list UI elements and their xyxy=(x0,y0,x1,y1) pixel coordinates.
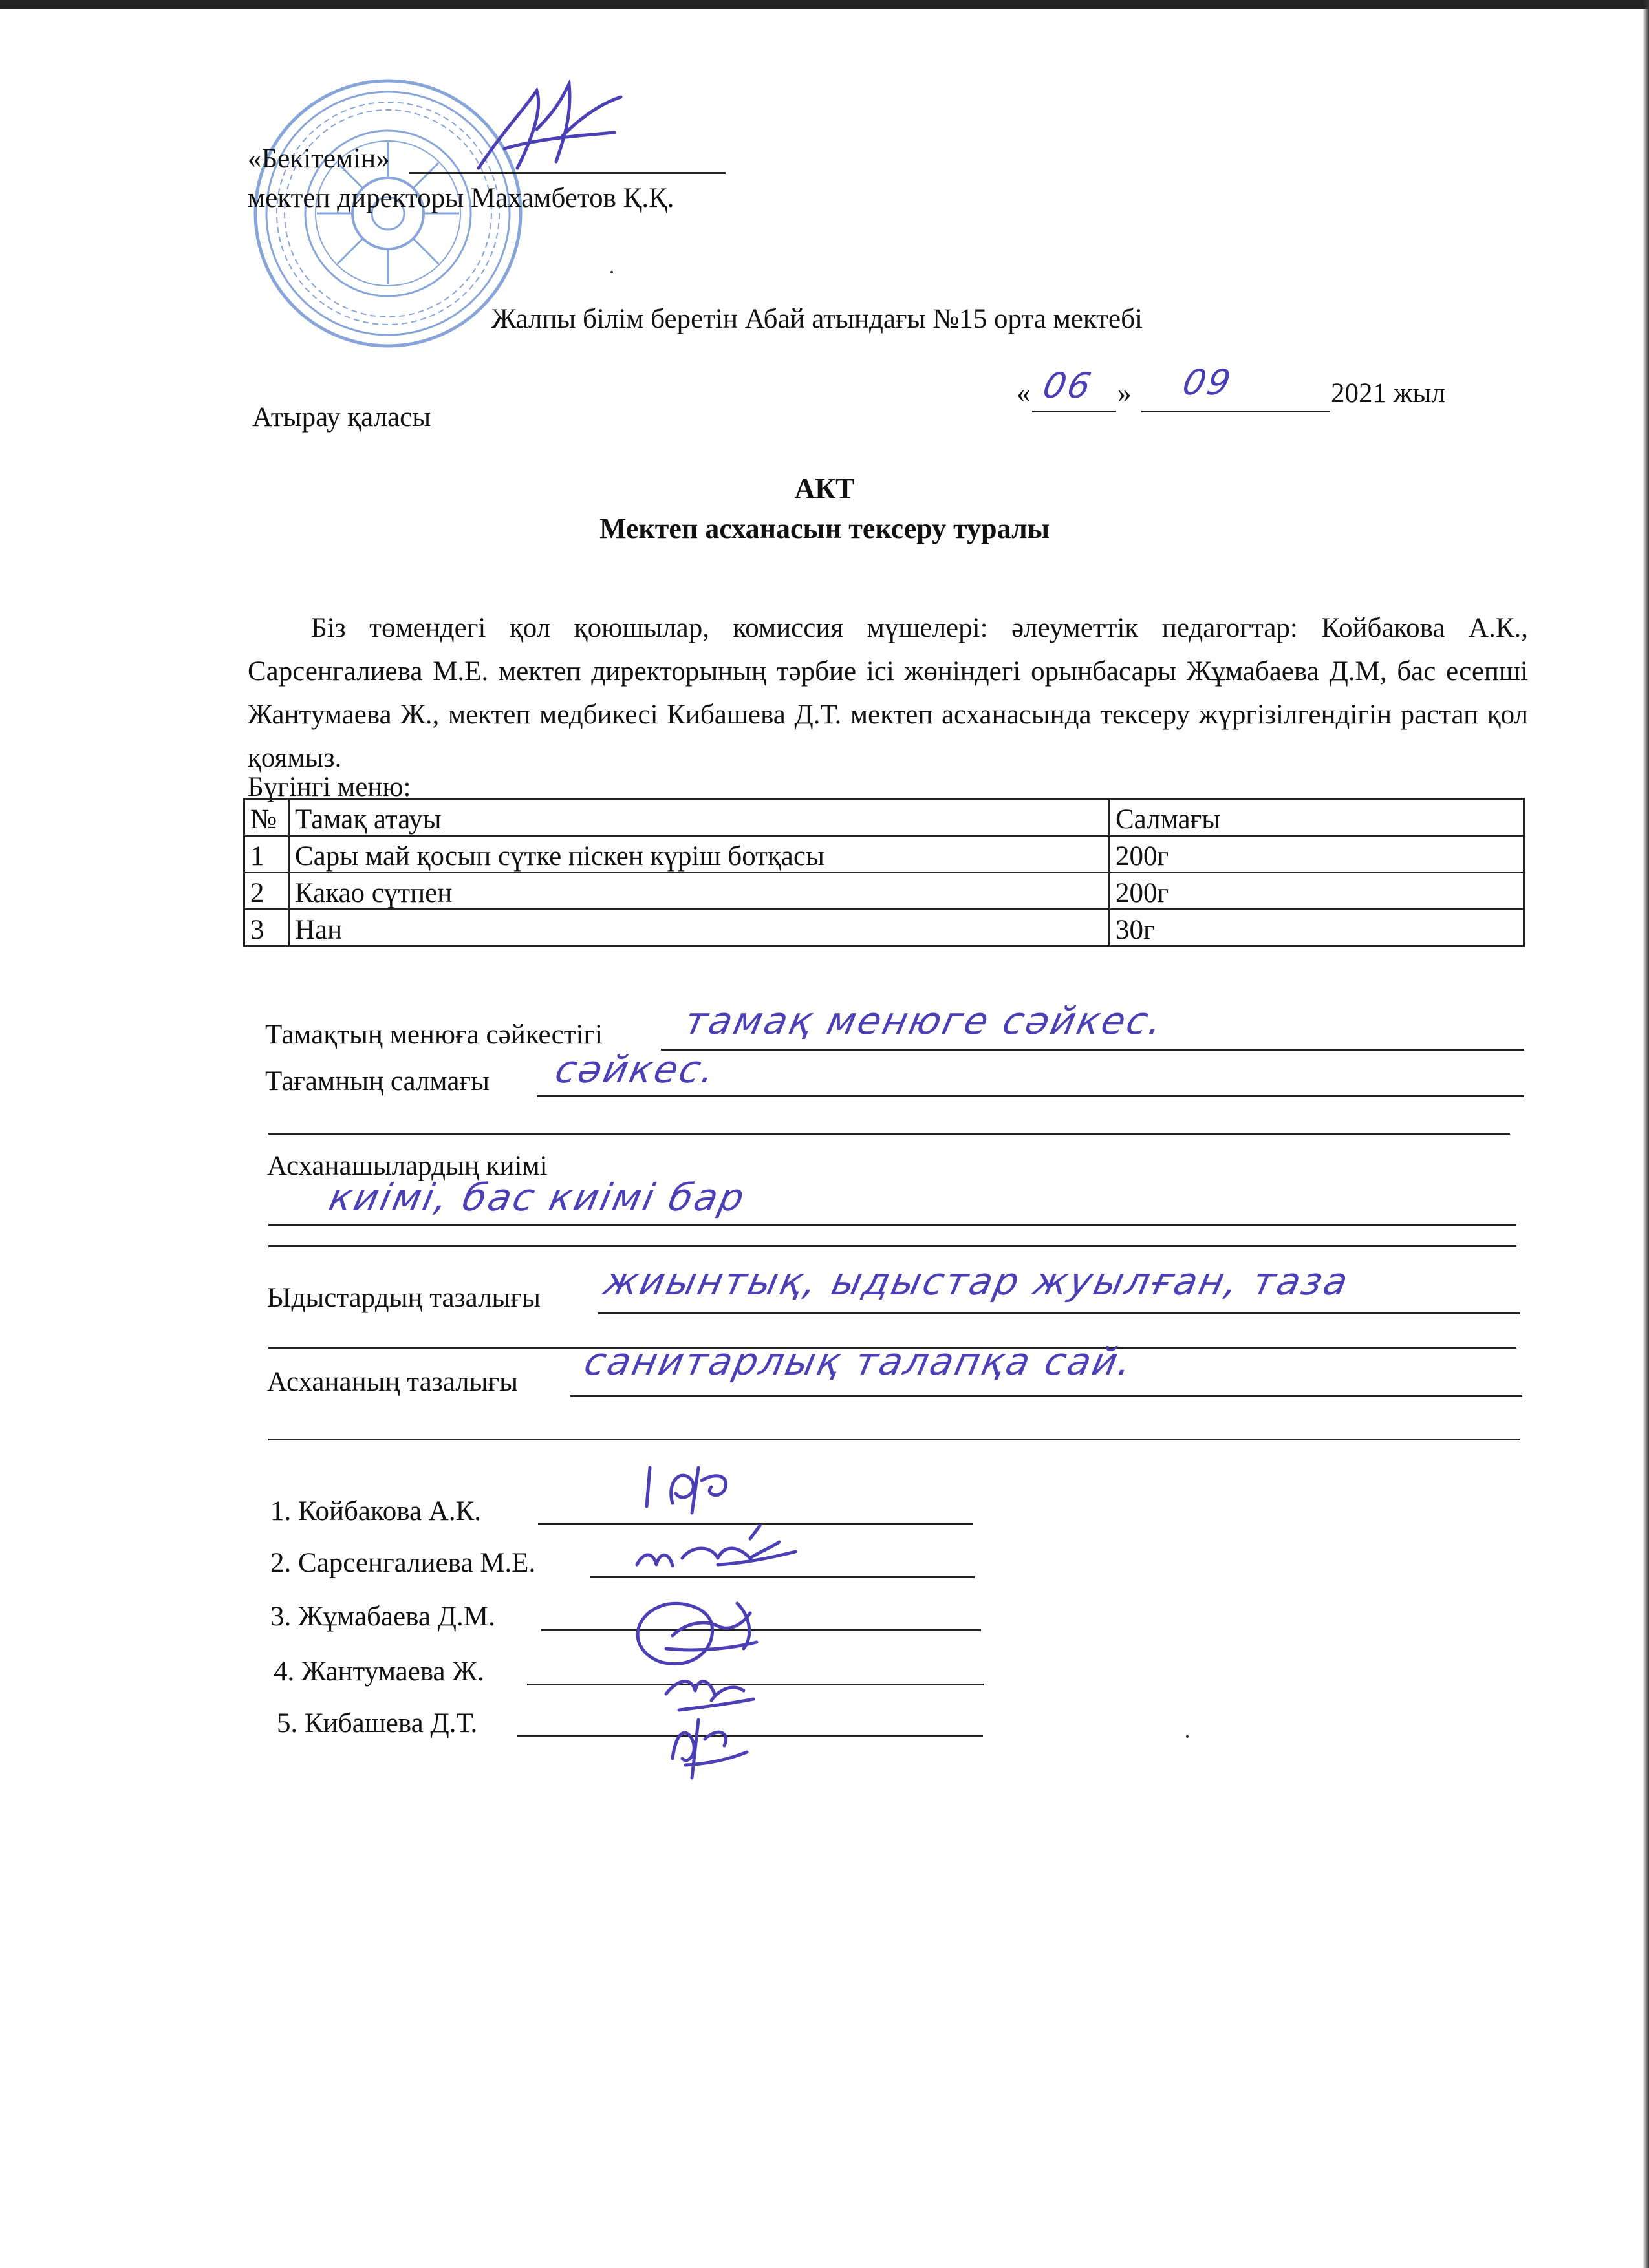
table-cell: Нан xyxy=(289,910,1110,947)
check-value-dishes: жиынтық, ыдыстар жуылған, таза xyxy=(599,1259,1354,1303)
table-cell: 30г xyxy=(1110,910,1524,947)
signatory-4: 4. Жантумаева Ж. xyxy=(274,1656,484,1687)
check-label-menu: Тамақтың менюға сәйкестігі xyxy=(265,1020,603,1050)
handwritten-signature-icon xyxy=(621,1455,867,1791)
school-name: Жалпы білім беретін Абай атындағы №15 орта мектебі xyxy=(491,304,1143,334)
date-day-line xyxy=(1032,411,1116,412)
check-label-kitchen: Асхананың тазалығы xyxy=(267,1367,519,1397)
table-cell: 3 xyxy=(244,910,289,947)
stray-mark: · xyxy=(1183,1724,1191,1749)
date-close-quote: » xyxy=(1117,378,1132,409)
check-value-menu: тамақ менюге сәйкес. xyxy=(680,999,1169,1043)
date-year: 2021 жыл xyxy=(1331,378,1445,409)
table-header-cell: № xyxy=(244,799,289,836)
date-month-line xyxy=(1141,411,1330,412)
table-cell: 200г xyxy=(1110,836,1524,873)
city: Атырау қаласы xyxy=(252,402,431,433)
table-header-cell: Салмағы xyxy=(1110,799,1524,836)
date-open-quote: « xyxy=(1017,378,1031,409)
check-label-dishes: Ыдыстардың тазалығы xyxy=(267,1283,541,1313)
director-signature-icon xyxy=(466,71,634,187)
table-cell: 2 xyxy=(244,873,289,910)
document-title: АКТ xyxy=(794,473,855,504)
signatory-2: 2. Сарсенгалиева М.Е. xyxy=(270,1548,536,1578)
signatory-5: 5. Кибашева Д.Т. xyxy=(277,1708,478,1738)
table-header-cell: Тамақ атауы xyxy=(289,799,1110,836)
menu-table xyxy=(243,798,1525,947)
director-line: мектеп директоры Махамбетов Қ.Қ. xyxy=(248,183,674,213)
date-month: 09 xyxy=(1179,362,1236,403)
check-line xyxy=(661,1049,1524,1051)
check-line xyxy=(268,1133,1510,1135)
scan-right-edge xyxy=(1643,0,1649,2268)
check-line xyxy=(598,1312,1520,1314)
check-value-weight: сәйкес. xyxy=(551,1047,721,1091)
check-line xyxy=(268,1224,1516,1226)
signatory-3: 3. Жұмабаева Д.М. xyxy=(270,1601,495,1632)
body-paragraph: Біз төмендегі қол қоюшылар, комиссия мүшелері: әлеуметтік педагогтар: Койбакова А.К., Сарсенгалиева М.Е. мектеп директорының тәрбие ісі жөніндегі орынбасары Жұмабаева Д.М, бас есепші Жантумаева Ж., мектеп медбикесі Кибашева Д.Т. мектеп асханасында тексеру жүргізілгендігін растап қол қоямыз. xyxy=(248,613,1528,773)
stray-mark: · xyxy=(608,259,616,285)
approve-label: «Бекітемін» xyxy=(248,144,390,174)
date-day: 06 xyxy=(1039,365,1097,406)
check-value-kitchen: санитарлық талапқа сай. xyxy=(580,1340,1138,1384)
check-line xyxy=(268,1439,1520,1440)
menu-label: Бүгінгі меню: xyxy=(248,772,411,802)
check-value-uniform: киімі, бас киімі бар xyxy=(325,1175,750,1219)
table-row xyxy=(244,836,1524,873)
check-line xyxy=(268,1245,1516,1247)
check-line xyxy=(570,1395,1522,1397)
table-cell: 200г xyxy=(1110,873,1524,910)
check-label-uniform: Асханашылардың киімі xyxy=(267,1151,548,1181)
signatory-1: 1. Койбакова А.К. xyxy=(270,1496,482,1526)
check-line xyxy=(537,1095,1524,1097)
scan-top-edge xyxy=(0,0,1649,9)
table-row xyxy=(244,910,1524,947)
table-header-row xyxy=(244,799,1524,836)
table-cell: 1 xyxy=(244,836,289,873)
table-cell: Сары май қосып сүтке піскен күріш ботқасы xyxy=(289,836,1110,873)
document-subtitle: Мектеп асханасын тексеру туралы xyxy=(599,513,1050,544)
table-row xyxy=(244,873,1524,910)
check-label-weight: Тағамның салмағы xyxy=(265,1066,490,1097)
table-cell: Какао сүтпен xyxy=(289,873,1110,910)
